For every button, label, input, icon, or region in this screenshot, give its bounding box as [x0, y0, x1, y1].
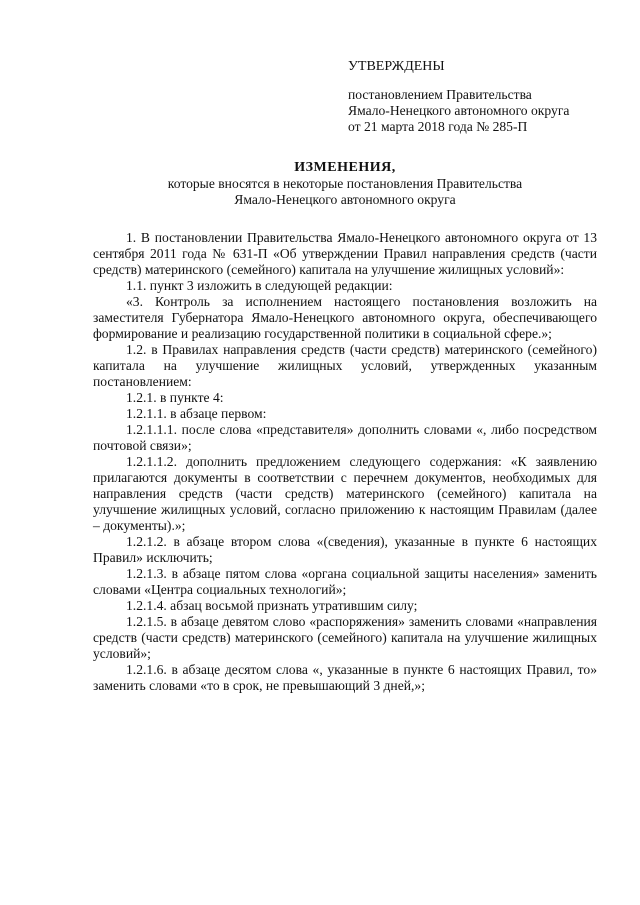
approval-heading: УТВЕРЖДЕНЫ — [348, 59, 445, 74]
paragraph: 1.2.1. в пункте 4: — [126, 390, 224, 405]
paragraph: «3. Контроль за исполнением настоящего постановления возложить на заместителя Губернатора Ямало-Ненецкого автономного округа, обеспечивающего формирование и реализацию государственной политики в социальной сфере.»; — [93, 294, 597, 341]
paragraph: 1.2.1.5. в абзаце девятом слово «распоряжения» заменить словами «направления средств (части средств) материнского (семейного) капитала на улучшение жилищных условий»; — [93, 614, 597, 661]
paragraph: 1.2.1.6. в абзаце десятом слова «, указанные в пункте 6 настоящих Правил, то» заменить словами «то в срок, не превышающий 3 дней,»; — [93, 662, 597, 693]
approval-line: от 21 марта 2018 года № 285-П — [348, 119, 528, 134]
paragraph: 1.2.1.1. в абзаце первом: — [126, 406, 267, 421]
document-body — [93, 230, 597, 694]
paragraph: 1.2.1.1.2. дополнить предложением следующего содержания: «К заявлению прилагаются документы в соответствии с перечнем документов, необходимых для направления средств (части средств) материнского (семейного) капитала на улучшение жилищных условий, согласно приложению к настоящим Правилам (далее – документы).»; — [93, 454, 597, 533]
document-title: ИЗМЕНЕНИЯ, — [294, 160, 396, 175]
document-subtitle: Ямало-Ненецкого автономного округа — [234, 192, 456, 207]
paragraph: 1.2.1.1.1. после слова «представителя» дополнить словами «, либо посредством почтовой связи»; — [93, 422, 597, 453]
paragraph: 1. В постановлении Правительства Ямало-Ненецкого автономного округа от 13 сентября 2011 года № 631-П «Об утверждении Правил направления средств (части средств) материнского (семейного) капитала на улучшение жилищных условий»: — [93, 230, 597, 277]
document-title-block — [92, 160, 598, 208]
approval-line: постановлением Правительства — [348, 87, 532, 102]
document-subtitle: которые вносятся в некоторые постановления Правительства — [167, 176, 523, 191]
paragraph: 1.1. пункт 3 изложить в следующей редакции: — [126, 278, 393, 293]
approval-line: Ямало-Ненецкого автономного округа — [348, 103, 570, 118]
paragraph: 1.2.1.3. в абзаце пятом слова «органа социальной защиты населения» заменить словами «Центра социальных технологий»; — [93, 566, 597, 597]
paragraph: 1.2.1.2. в абзаце втором слова «(сведения), указанные в пункте 6 настоящих Правил» исключить; — [93, 534, 597, 565]
paragraph: 1.2.1.4. абзац восьмой признать утратившим силу; — [126, 598, 418, 613]
paragraph: 1.2. в Правилах направления средств (части средств) материнского (семейного) капитала на улучшение жилищных условий, утвержденных указанным постановлением: — [93, 342, 597, 389]
approval-stamp — [348, 59, 628, 135]
